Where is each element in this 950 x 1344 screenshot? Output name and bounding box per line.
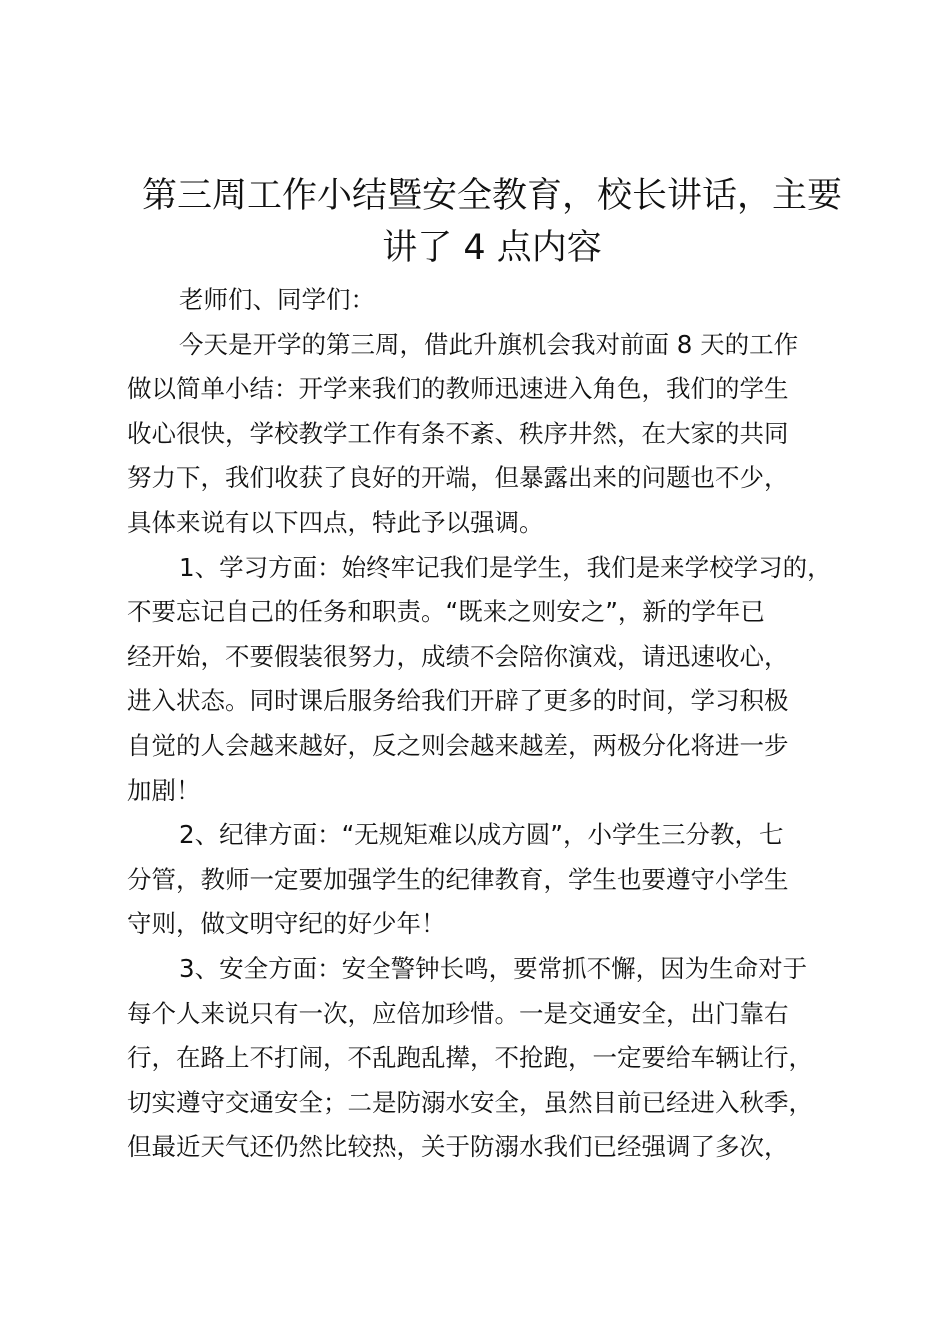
text-line: 切实遵守交通安全；二是防溺水安全，虽然目前已经进入秋季， [127, 1087, 813, 1117]
text-line: 3、安全方面：安全警钟长鸣，要常抓不懈，因为生命对于 [179, 953, 808, 983]
document-page [127, 170, 857, 1170]
text-line: 2、纪律方面：“无规矩难以成方圆”，小学生三分教，七 [179, 820, 784, 850]
text-line: 加剧！ [127, 775, 201, 805]
text-line: 分管，教师一定要加强学生的纪律教育，学生也要遵守小学生 [127, 864, 789, 894]
title-line-1: 第三周工作小结暨安全教育，校长讲话，主要 [141, 176, 842, 216]
text-line: 守则，做文明守纪的好少年！ [127, 909, 446, 939]
text-line: 每个人来说只有一次，应倍加珍惜。一是交通安全，出门靠右 [127, 998, 789, 1028]
text-line: 自觉的人会越来越好，反之则会越来越差，两极分化将进一步 [127, 730, 789, 760]
text-line: 今天是开学的第三周，借此升旗机会我对前面 8 天的工作 [179, 329, 799, 359]
text-line: 努力下，我们收获了良好的开端，但暴露出来的问题也不少， [127, 463, 789, 493]
text-line: 经开始，不要假装很努力，成绩不会陪你演戏，请迅速收心， [127, 641, 789, 671]
title-line-2: 讲了 4 点内容 [382, 228, 602, 268]
text-line: 收心很快，学校教学工作有条不紊、秩序井然，在大家的共同 [127, 418, 789, 448]
text-line: 但最近天气还仍然比较热，关于防溺水我们已经强调了多次， [127, 1132, 789, 1162]
text-line: 进入状态。同时课后服务给我们开辟了更多的时间，学习积极 [127, 686, 789, 716]
document-title [127, 170, 857, 274]
text-line: 1、学习方面：始终牢记我们是学生，我们是来学校学习的， [179, 552, 832, 582]
text-line: 行，在路上不打闹，不乱跑乱撵，不抢跑，一定要给车辆让行， [127, 1043, 813, 1073]
text-line: 具体来说有以下四点，特此予以强调。 [127, 507, 544, 537]
text-line: 做以简单小结：开学来我们的教师迅速进入角色，我们的学生 [127, 374, 789, 404]
text-line: 不要忘记自己的任务和职责。“既来之则安之”，新的学年已 [127, 597, 765, 627]
text-line: 老师们、同学们： [179, 285, 375, 314]
document-body [127, 278, 857, 1170]
